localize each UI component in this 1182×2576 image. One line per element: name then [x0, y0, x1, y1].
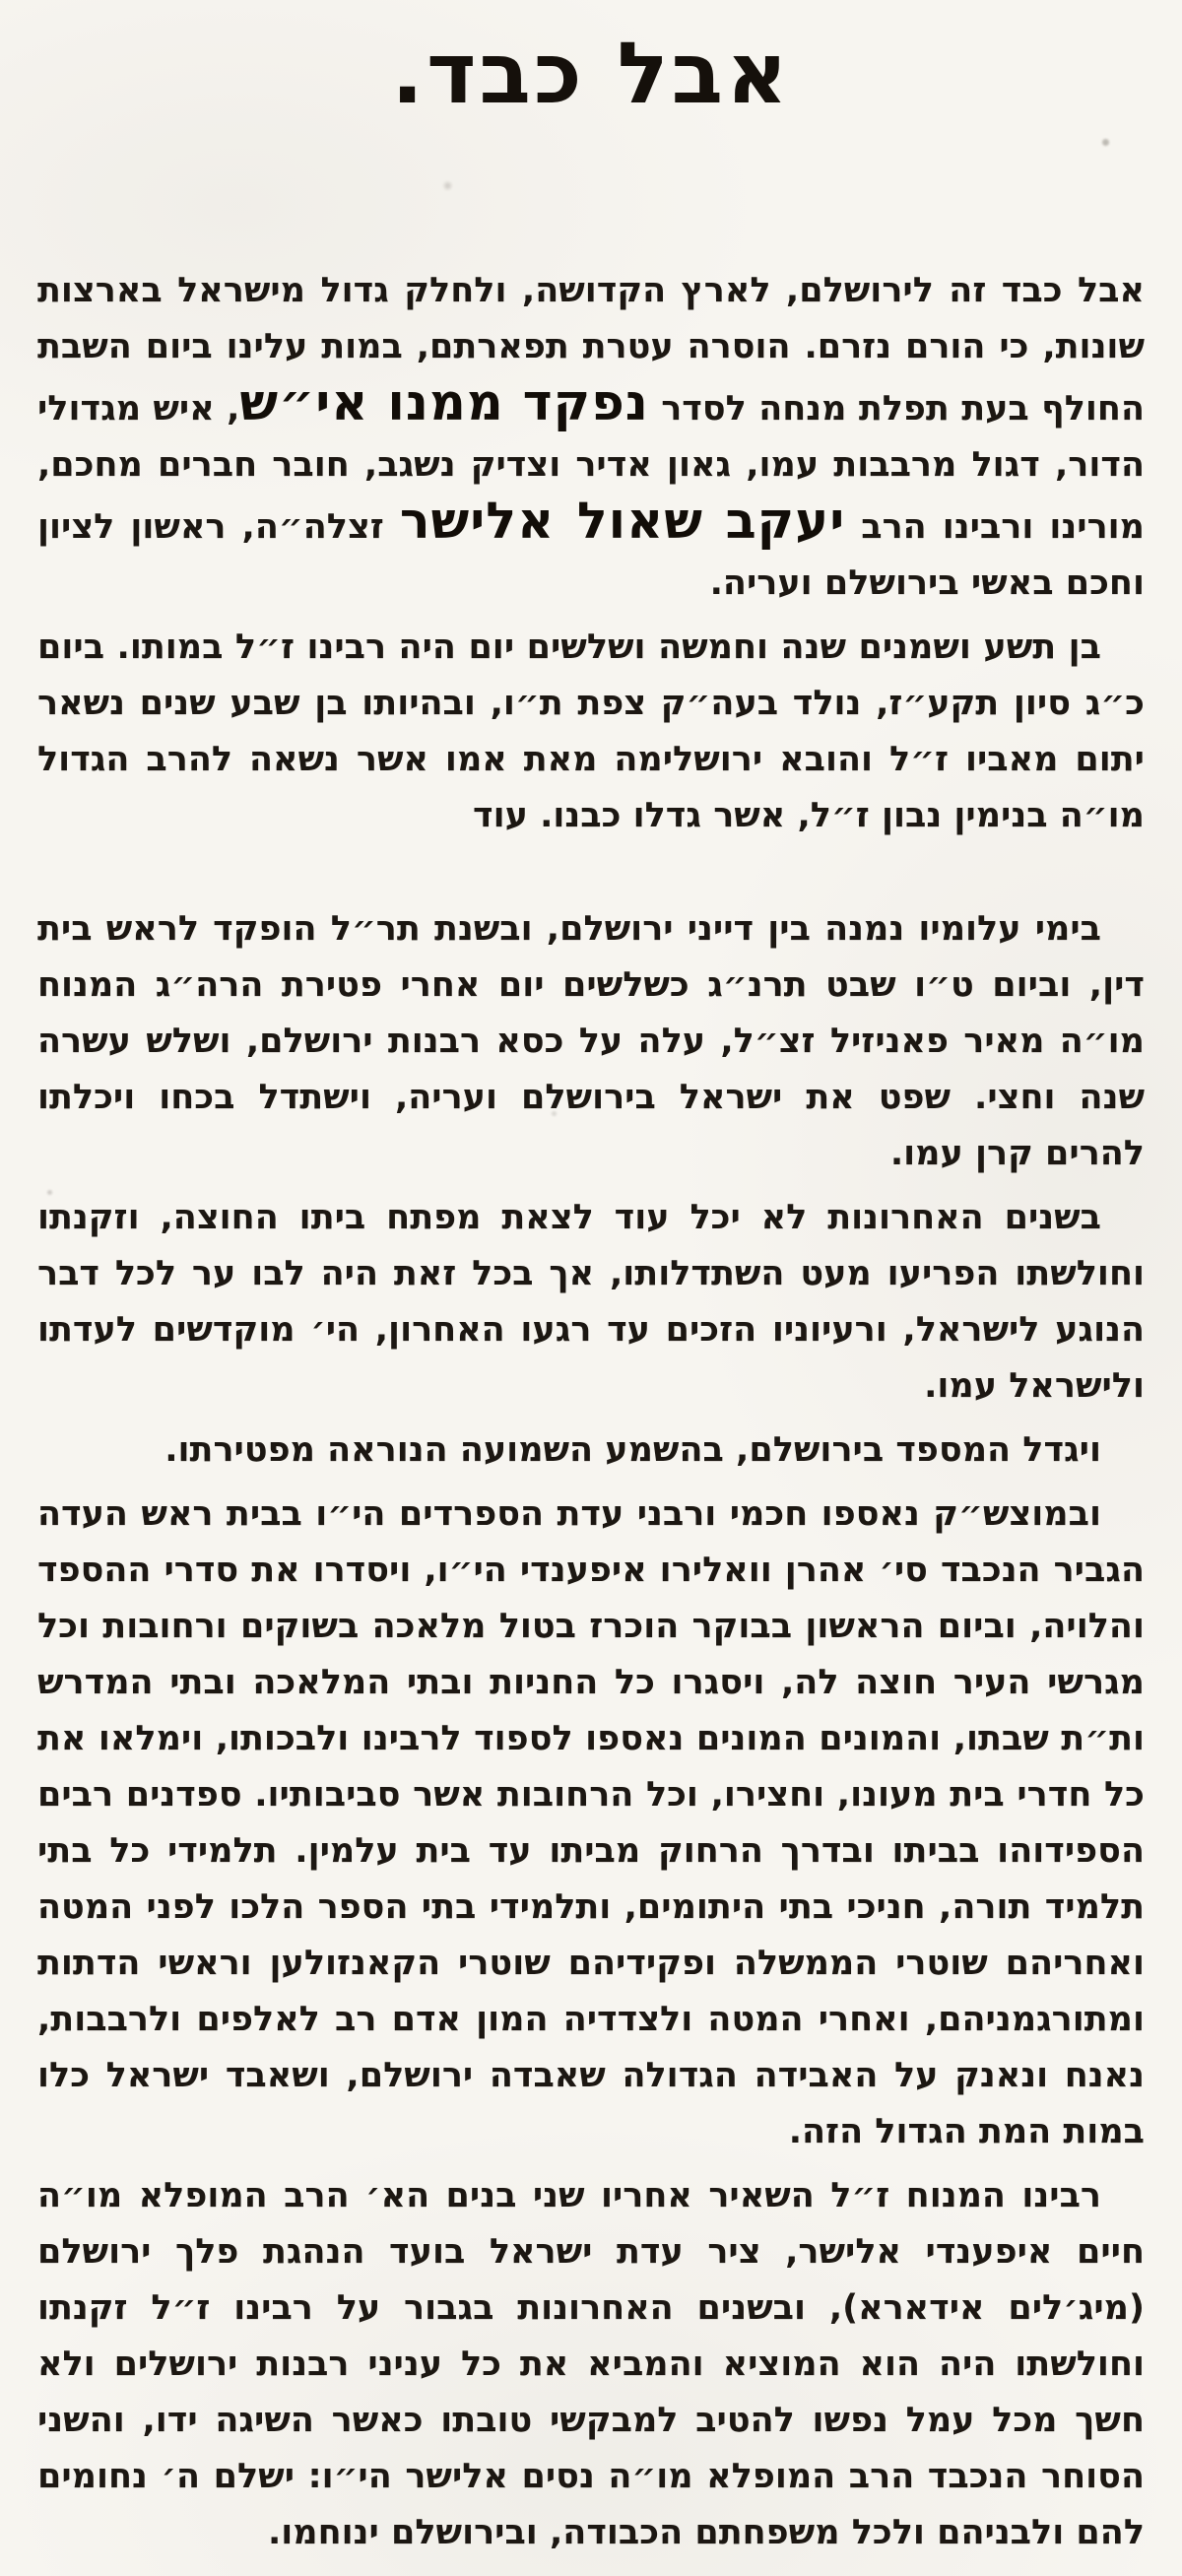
scan-speck-marks [0, 0, 5, 5]
paragraph-funeral: ובמוצש״ק נאספו חכמי ורבני עדת הספרדים הי״ו בבית ראש העדה הגביר הנכבד סי׳ אהרן וואלירו איפענדי הי״ו, ויסדרו את סדרי ההספד והלויה, וביום הראשון בבוקר הוכרז בטול מלאכה בשוקים ורחובות וכל מגרשי העיר חוצה לה, ויסגרו כל החניות ובתי המלאכה ובתי המדרש ות״ת שבתו, והמונים המונים נאספו לספוד לרבינו ולבכותו, וימלאו את כל חדרי בית מעונו, וחצירו, וכל הרחובות אשר סביבותיו. ספדנים רבים הספידוהו בביתו ובדרך הרחוק מביתו עד בית עלמין. תלמידי כל בתי תלמיד תורה, חניכי בתי היתומים, ותלמידי בתי הספר הלכו לפני המטה ואחריהם שוטרי הממשלה ופקידיהם שוטרי הקאנזולען וראשי הדתות ומתורגמניהם, ואחרי המטה ולצדדיה המון אדם רב לאלפים ולרבבות, נאנח ונאנק על האבידה הגדולה שאבדה ירושלם, ושאבד ישראל כלו במות המת הגדול הזה. [37, 1493, 1145, 2151]
phrase-nifkad-mimenu-ish: נפקד ממנו אי״ש [239, 373, 649, 432]
paragraph-opening [37, 263, 1145, 612]
opening-text-end: זצלה״ה, ראשון לציון וחכם באשי בירושלם ועריה. [37, 506, 1145, 603]
paragraph-biography: בן תשע ושמנים שנה וחמשה ושלשים יום היה רבינו ז״ל במותו. ביום כ״ג סיון תקע״ז, נולד בעה״ק צפת ת״ו, ובהיותו בן שבע שנים נשאר יתום מאביו ז״ל והובא ירושלימה מאת אמו אשר נשאה להרב הגדול מו״ה בנימין נבון ז״ל, אשר גדלו כבנו. עוד [37, 627, 1145, 835]
article-body [37, 263, 1145, 2561]
paragraph-rabbinate: בימי עלומיו נמנה בין דייני ירושלם, ובשנת תר״ל הופקד לראש בית דין, וביום ט״ו שבט תרנ״ג כשלשים יום אחרי פטירת הרה״ג המנוח מו״ה מאיר פאניזיל זצ״ל, עלה על כסא רבנות ירושלם, ושלש עשרה שנה וחצי. שפט את ישראל בירושלם ועריה, וישתדל בכחו ויכלתו להרים קרן עמו. [37, 908, 1145, 1173]
paragraph-last-years: בשנים האחרונות לא יכל עוד לצאת מפתח ביתו החוצה, וזקנתו וחולשתו הפריעו מעט השתדלותו, אך בכל זאת היה לבו ער לכל דבר הנוגע לישראל, ורעיוניו הזכים עד רגעו האחרון, הי׳ מוקדשים לעדתו ולישראל עמו. [37, 1197, 1145, 1406]
paragraph-eulogy-intro: ויגדל המספד בירושלם, בהשמע השמועה הנוראה מפטירתו. [164, 1429, 1101, 1470]
page-title: אבל כבד. [391, 25, 791, 123]
paragraph-sons: רבינו המנוח ז״ל השאיר אחריו שני בנים הא׳ הרב המופלא מו״ה חיים איפענדי אלישר, ציר עדת ישראל בועד הנהגת פלך ירושלם (מיג׳לים אידארא), ובשנים האחרונות בגבור על רבינו ז״ל זקנתו וחולשתו היה הוא המוציא והמביא את כל עניני רבנות ירושלים ולא חשך מכל עמל נפשו להטיב למבקשי טובתו כאשר השיגה ידו, והשני הסוחר הנכבד הרב המופלא מו״ה נסים אלישר הי״ו: ישלם ה׳ נחומים להם ולבניהם ולכל משפחתם הכבודה, ובירושלם ינוחמו. [37, 2175, 1145, 2552]
opening-text-middle: , איש מגדולי הדור, דגול מרבבות עמו, גאון אדיר וצדיק נשגב, חובר חברים מחכם, מורינו ורבינו הרב [37, 388, 1145, 547]
opening-text-start: אבל כבד זה לירושלם, לארץ הקדושה, ולחלק גדול מישראל בארצות שונות, כי הורם נזרם. הוסרה עטרת תפארתם, במות עלינו ביום השבת החולף בעת תפלת מנחה לסדר [37, 270, 1146, 429]
name-yaakov-shaul-elyashar: יעקב שאול אלישר [399, 492, 846, 551]
